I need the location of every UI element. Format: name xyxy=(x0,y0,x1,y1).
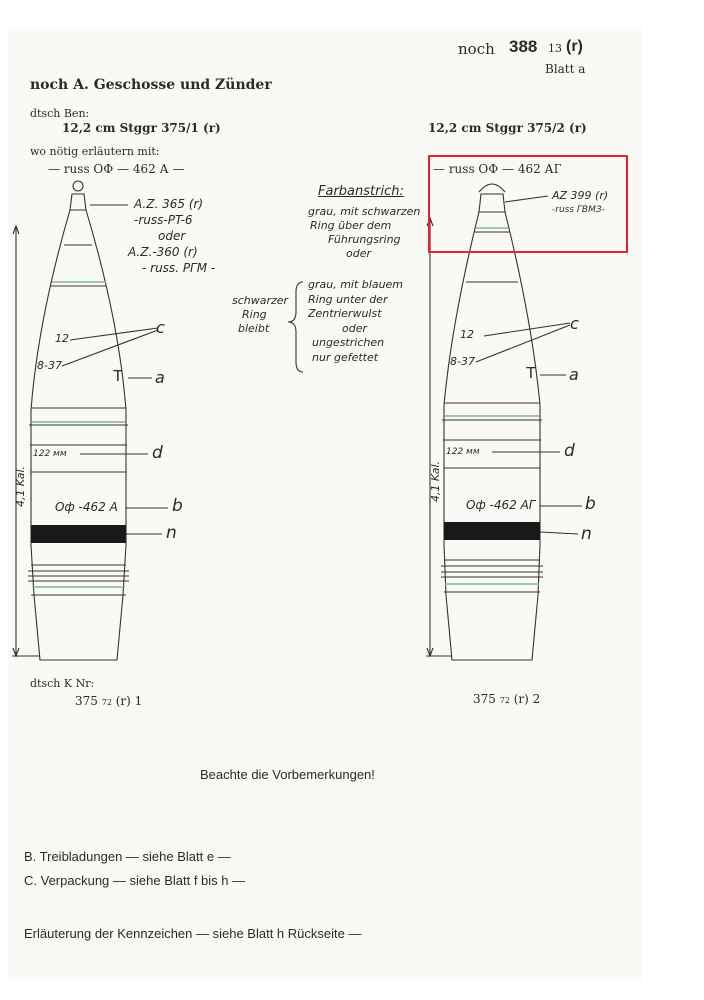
header-number: 388 xyxy=(509,37,538,56)
left-black-band xyxy=(31,525,126,543)
right-kal: 4,1 Kal. xyxy=(429,460,443,503)
left-fuze-ring xyxy=(73,181,83,191)
knr-left xyxy=(75,694,142,708)
farb2-line-1: grau, mit blauem xyxy=(308,278,404,291)
note-vorbemerkungen: Beachte die Vorbemerkungen! xyxy=(200,767,375,782)
right-black-band xyxy=(444,522,540,540)
header-suffix: (r) xyxy=(566,38,583,55)
left-label-marking: Оф -462 А xyxy=(55,500,118,514)
right-label-T: T xyxy=(526,365,536,382)
right-shell-outline xyxy=(444,212,540,660)
farb-line-4: oder xyxy=(346,247,372,260)
footer-line-2: C. Verpackung — siehe Blatt f bis h — xyxy=(24,873,246,888)
header-noch: noch xyxy=(458,40,495,58)
side-line-2: Ring xyxy=(242,308,267,321)
right-letter-d: d xyxy=(564,441,575,461)
left-fuze-line-5: - russ. PГМ - xyxy=(142,261,216,275)
farb2-line-3: Zentrierwulst xyxy=(308,307,382,320)
header-sub: 13 xyxy=(548,42,562,55)
farb-line-2: Ring über dem xyxy=(310,219,392,232)
left-fuze-line-4: A.Z.-360 (r) xyxy=(128,245,198,259)
right-letter-a: a xyxy=(569,365,579,384)
left-fuze-line-1: A.Z. 365 (r) xyxy=(134,197,204,211)
farbanstrich-title: Farbanstrich: xyxy=(318,184,404,199)
left-label-12: 12 xyxy=(55,332,69,345)
footer-line-1: B. Treibladungen — siehe Blatt e — xyxy=(24,849,231,864)
farb2-line-6: nur gefettet xyxy=(312,350,379,364)
highlight-box xyxy=(428,155,628,253)
farbanstrich-block-2 xyxy=(308,278,403,365)
left-label-T: T xyxy=(113,368,123,385)
left-letter-n: n xyxy=(166,523,177,543)
left-letter-a: a xyxy=(155,368,165,387)
left-fuze-tip xyxy=(70,194,86,210)
left-shell-outline xyxy=(31,210,126,660)
left-kal: 4,1 Kal. xyxy=(14,465,28,508)
farb2-line-2: Ring unter der xyxy=(308,292,388,306)
left-letter-d: d xyxy=(152,443,163,463)
farb2-line-4: oder xyxy=(342,321,368,335)
right-fuze-line-2: -russ ГВМЗ- xyxy=(552,205,605,215)
farb2-line-5: ungestrichen xyxy=(312,336,385,349)
right-label-837: 8-37 xyxy=(450,355,475,368)
knr-left-a: 375 xyxy=(75,694,98,708)
left-letter-c: c xyxy=(156,318,165,337)
left-fuze-labels xyxy=(128,196,216,276)
knr-right-b: (r) 2 xyxy=(513,692,541,706)
left-letter-b: b xyxy=(172,496,183,516)
right-letter-b: b xyxy=(585,494,596,514)
left-label-122: 122 мм xyxy=(33,449,67,459)
farbanstrich-side xyxy=(232,294,288,336)
knr-right-sub: 72 xyxy=(499,696,510,705)
footer-line-3: Erläuterung der Kennzeichen — siehe Blatt h Rückseite — xyxy=(24,926,362,941)
farb-line-3: Führungsring xyxy=(328,233,401,246)
right-label-12: 12 xyxy=(460,328,474,341)
right-label-marking: Оф -462 АГ xyxy=(466,498,536,512)
knr-left-b: (r) 1 xyxy=(115,694,143,708)
wo-noetig-label: wo nötig erläutern mit: xyxy=(30,145,160,158)
section-title: noch A. Geschosse und Zünder xyxy=(30,77,272,93)
side-line-3: bleibt xyxy=(238,322,270,335)
knr-right xyxy=(473,692,540,706)
right-letter-n: n xyxy=(581,524,592,544)
left-label-837: 8-37 xyxy=(37,359,62,372)
knr-right-a: 375 xyxy=(473,692,496,706)
right-fuze-line-1: AZ 399 (r) xyxy=(552,189,609,202)
dtsch-k-nr-label: dtsch K Nr: xyxy=(30,677,95,690)
right-shell-name: 12,2 cm Stggr 375/2 (r) xyxy=(428,121,587,135)
left-shell-name: 12,2 cm Stggr 375/1 (r) xyxy=(62,121,221,135)
left-russ-line: — russ ОФ — 462 А — xyxy=(48,162,185,176)
dtsch-ben-label: dtsch Ben: xyxy=(30,107,90,120)
left-fuze-line-3: oder xyxy=(158,229,186,243)
right-letter-c: c xyxy=(570,314,579,333)
side-line-1: schwarzer xyxy=(232,294,289,307)
left-fuze-line-2: -russ-PT-6 xyxy=(134,213,193,227)
header-blatt: Blatt a xyxy=(545,62,586,76)
knr-left-sub: 72 xyxy=(101,698,112,707)
right-label-122: 122 мм xyxy=(446,447,480,457)
farb-line-1: grau, mit schwarzen xyxy=(308,205,421,218)
farbanstrich-block-1 xyxy=(308,205,420,261)
right-russ-line: — russ ОФ — 462 АГ xyxy=(433,162,562,176)
